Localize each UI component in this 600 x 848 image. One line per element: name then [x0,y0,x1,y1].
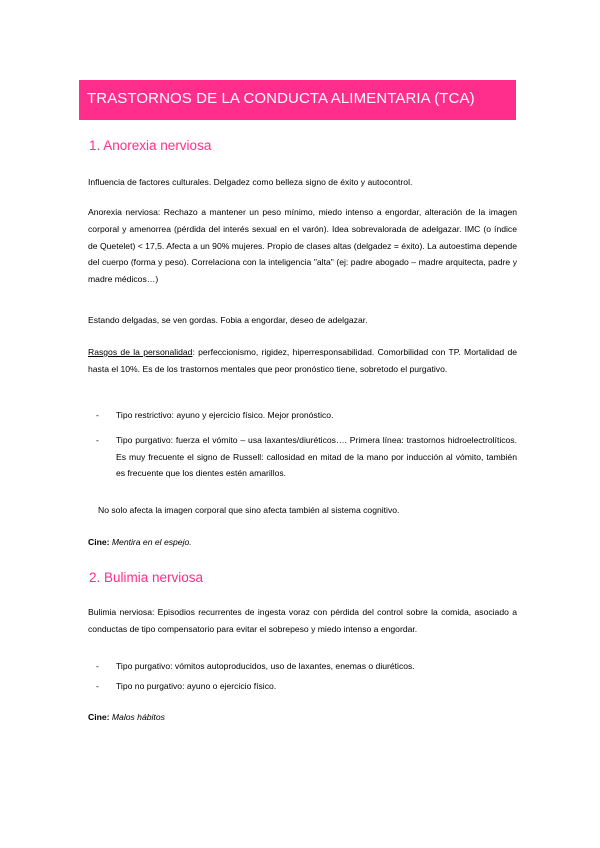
bullet-dash: - [96,434,99,445]
bullet-text: Tipo purgativo: vómitos autoproducidos, uso de laxantes, enemas o diuréticos. [116,661,415,671]
paragraph-anorexia-definition: Anorexia nerviosa: Rechazo a mantener un peso mínimo, miedo intenso a engordar, alteración de la imagen corporal y amenorrea (pérdida del interés sexual en el varón). Idea sobrevalorada de adelgazar. IMC (o índice de Quetelet) < 17,5. Afecta a un 90% mujeres. Propio de clases altas (delgadez = éxito). La autoestima depende del cuerpo (forma y peso). Correlaciona con la inteligencia "alta" (ej: padre abogado – madre arquitecta, padre y madre médicos…) [88,207,517,285]
anorexia-types-list [96,407,517,490]
personality-traits-label: Rasgos de la personalidad [88,347,193,357]
document-title: TRASTORNOS DE LA CONDUCTA ALIMENTARIA (TCA) [87,90,475,107]
paragraph-bulimia-definition: Bulimia nerviosa: Episodios recurrentes de ingesta voraz con pérdida del control sobre la comida, asociado a conductas de tipo compensatorio para evitar el sobrepeso y miedo intenso a engordar. [88,607,517,634]
cine-reference-anorexia [88,537,192,547]
list-item [96,678,517,695]
bullet-dash: - [96,680,99,691]
paragraph-delgadas: Estando delgadas, se ven gordas. Fobia a engordar, deseo de adelgazar. [88,315,368,325]
list-item [96,658,517,675]
title-band [79,80,516,120]
personality-traits-text: : perfeccionismo, rigidez, hiperresponsabilidad. Comorbilidad con TP. Mortalidad de hasta el 10%. Es de los trastornos mentales que peor pronóstico tiene, sobretodo el purgativo. [88,347,518,374]
cine-label: Cine: [88,712,110,722]
bullet-dash: - [96,410,99,420]
cine-reference-bulimia [88,712,165,722]
cine-label: Cine: [88,537,110,547]
bullet-dash: - [96,661,99,671]
section-heading-anorexia: 1. Anorexia nerviosa [89,138,212,153]
bullet-text: Tipo restrictivo: ayuno y ejercicio físico. Mejor pronóstico. [116,410,334,420]
bullet-text: Tipo no purgativo: ayuno o ejercicio físico. [116,680,277,691]
paragraph-cultural-factors: Influencia de factores culturales. Delgadez como belleza signo de éxito y autocontrol. [88,177,413,187]
cine-title: Mentira en el espejo. [111,537,192,547]
list-item [96,432,517,482]
list-item [96,407,517,424]
bulimia-types-list [96,658,517,703]
cine-title: Malos hábitos [111,712,165,722]
section-heading-bulimia: 2. Bulimia nerviosa [89,570,204,585]
paragraph-personality-traits [88,344,517,378]
bullet-text: Tipo purgativo: fuerza el vómito – usa laxantes/diuréticos…. Primera línea: trastornos hidroelectrolíticos. Es muy frecuente el signo de Russell: callosidad en mitad de la mano por inducción al vómito, también es frecuente que los dientes estén amarillos. [116,434,517,479]
cognitive-note: No solo afecta la imagen corporal que sino afecta también al sistema cognitivo. [98,505,400,515]
